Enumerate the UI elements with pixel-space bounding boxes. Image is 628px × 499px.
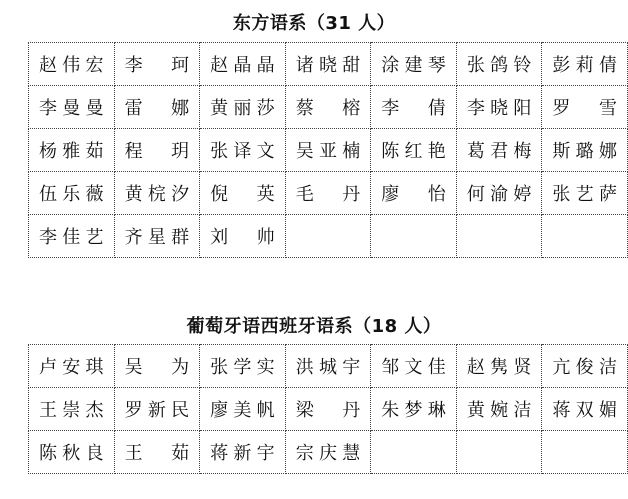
- name-cell: 王崇杰: [29, 388, 115, 431]
- name-cell: 诸晓甜: [285, 43, 371, 86]
- name-cell: 赵隽贤: [456, 345, 542, 388]
- name-cell: 蔡 榕: [285, 86, 371, 129]
- name-cell: 张鸽铃: [456, 43, 542, 86]
- name-cell: 洪城宇: [285, 345, 371, 388]
- name-cell: 彭莉倩: [542, 43, 628, 86]
- table-row: [29, 172, 628, 215]
- name-cell: 倪 英: [200, 172, 286, 215]
- name-cell: 朱梦琳: [371, 388, 457, 431]
- empty-cell: [456, 431, 542, 474]
- empty-cell: [371, 431, 457, 474]
- name-cell: 赵晶晶: [200, 43, 286, 86]
- table-row: [29, 388, 628, 431]
- empty-cell: [542, 215, 628, 258]
- section-title-east: 东方语系（31 人）: [232, 13, 396, 34]
- name-cell: 斯璐娜: [542, 129, 628, 172]
- name-cell: 刘 帅: [200, 215, 286, 258]
- name-table-iberian: [28, 344, 628, 474]
- name-cell: 蒋新宇: [200, 431, 286, 474]
- name-cell: 程 玥: [114, 129, 200, 172]
- table-row: [29, 86, 628, 129]
- name-cell: 齐星群: [114, 215, 200, 258]
- name-cell: 李晓阳: [456, 86, 542, 129]
- name-cell: 赵伟宏: [29, 43, 115, 86]
- name-cell: 伍乐薇: [29, 172, 115, 215]
- name-cell: 罗 雪: [542, 86, 628, 129]
- name-cell: 杨雅茹: [29, 129, 115, 172]
- name-cell: 涂建琴: [371, 43, 457, 86]
- name-cell: 黄丽莎: [200, 86, 286, 129]
- name-cell: 李 倩: [371, 86, 457, 129]
- name-cell: 廖 怡: [371, 172, 457, 215]
- name-cell: 蒋双媚: [542, 388, 628, 431]
- name-table-east: [28, 42, 628, 258]
- name-cell: 王 茹: [114, 431, 200, 474]
- name-cell: 邹文佳: [371, 345, 457, 388]
- table-row: [29, 431, 628, 474]
- name-cell: 陈秋良: [29, 431, 115, 474]
- name-cell: 黄婉洁: [456, 388, 542, 431]
- name-cell: 李 珂: [114, 43, 200, 86]
- name-cell: 卢安琪: [29, 345, 115, 388]
- name-cell: 陈红艳: [371, 129, 457, 172]
- name-cell: 罗新民: [114, 388, 200, 431]
- empty-cell: [285, 215, 371, 258]
- table-row: [29, 215, 628, 258]
- name-cell: 葛君梅: [456, 129, 542, 172]
- name-cell: 何渝婷: [456, 172, 542, 215]
- table-row: [29, 43, 628, 86]
- name-cell: 亢俊洁: [542, 345, 628, 388]
- name-cell: 吴 为: [114, 345, 200, 388]
- name-cell: 吴亚楠: [285, 129, 371, 172]
- name-cell: 李佳艺: [29, 215, 115, 258]
- empty-cell: [456, 215, 542, 258]
- name-cell: 张学实: [200, 345, 286, 388]
- name-cell: 李曼曼: [29, 86, 115, 129]
- table-row: [29, 129, 628, 172]
- section-title-iberian: 葡萄牙语西班牙语系（18 人）: [186, 316, 442, 337]
- name-cell: 黄梡汐: [114, 172, 200, 215]
- empty-cell: [371, 215, 457, 258]
- name-cell: 廖美帆: [200, 388, 286, 431]
- name-cell: 毛 丹: [285, 172, 371, 215]
- name-cell: 宗庆慧: [285, 431, 371, 474]
- name-cell: 梁 丹: [285, 388, 371, 431]
- name-cell: 雷 娜: [114, 86, 200, 129]
- empty-cell: [542, 431, 628, 474]
- name-cell: 张译文: [200, 129, 286, 172]
- table-row: [29, 345, 628, 388]
- name-cell: 张艺萨: [542, 172, 628, 215]
